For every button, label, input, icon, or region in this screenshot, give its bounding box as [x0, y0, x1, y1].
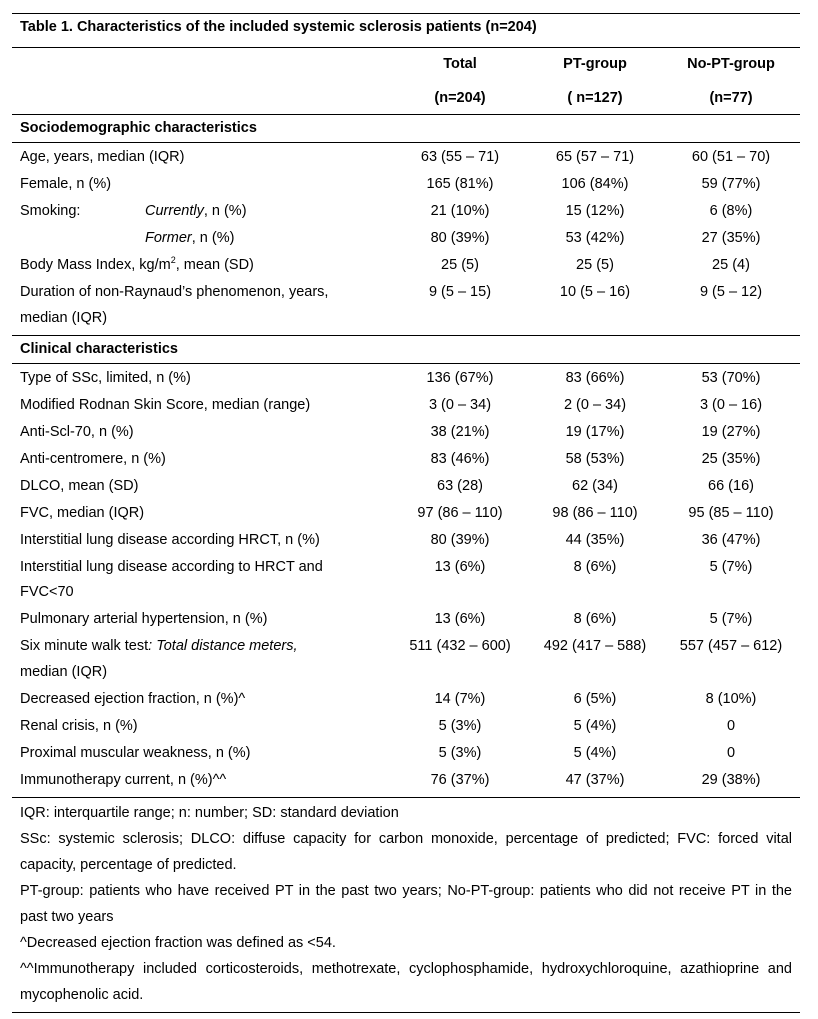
- table-row: [12, 741, 800, 767]
- table-row: [12, 393, 800, 419]
- cell-no-pt: 6 (8%): [709, 203, 753, 219]
- cell-no-pt: 19 (27%): [701, 423, 761, 440]
- cell-no-pt: 5 (7%): [709, 611, 753, 627]
- col-n-total: (n=204): [434, 90, 486, 106]
- row-sublabel: Former: [145, 230, 192, 246]
- col-n-pt: ( n=127): [567, 90, 623, 106]
- row-label: Pulmonary arterial hypertension, n (%): [20, 611, 268, 627]
- cell-pt: 47 (37%): [565, 771, 625, 788]
- cell-no-pt: 0: [726, 717, 736, 734]
- rule: [12, 1012, 800, 1013]
- cell-pt: 44 (35%): [565, 531, 625, 548]
- table-row: [12, 420, 800, 446]
- cell-pt: 5 (4%): [573, 744, 617, 761]
- row-label: Renal crisis, n (%): [20, 717, 138, 734]
- table-row: [12, 172, 800, 198]
- footnotes: [12, 798, 800, 1012]
- row-label: Type of SSc, limited, n (%): [20, 369, 191, 386]
- cell-total: 136 (67%): [426, 369, 494, 386]
- cell-total: 13 (6%): [434, 558, 486, 575]
- cell-pt: 492 (417 – 588): [543, 638, 647, 654]
- cell-no-pt: 59 (77%): [701, 176, 761, 192]
- table-row: [12, 528, 800, 554]
- cell-pt: 15 (12%): [565, 203, 625, 219]
- row-label-italic: : Total distance meters,: [148, 638, 298, 654]
- col-header-pt: PT-group: [563, 56, 627, 72]
- cell-pt: 25 (5): [576, 257, 614, 273]
- row-label-line2: median (IQR): [20, 309, 108, 326]
- table-row: [12, 145, 800, 171]
- cell-pt: 5 (4%): [573, 717, 617, 734]
- row-label: FVC, median (IQR): [20, 504, 145, 521]
- cell-no-pt: 9 (5 – 12): [699, 284, 763, 300]
- superscript: 2: [170, 255, 176, 266]
- row-label: Decreased ejection fraction, n (%)^: [20, 690, 246, 707]
- row-label: Female, n (%): [20, 176, 112, 192]
- cell-pt: 2 (0 – 34): [563, 396, 627, 413]
- row-label: Age, years, median (IQR): [20, 149, 185, 165]
- cell-total: 38 (21%): [430, 423, 490, 440]
- cell-total: 511 (432 – 600): [409, 638, 511, 654]
- cell-no-pt: 8 (10%): [705, 690, 757, 707]
- table-row: [12, 447, 800, 473]
- cell-no-pt: 25 (4): [712, 257, 750, 273]
- row-sublabel-rest: , n (%): [191, 230, 235, 246]
- cell-pt: 19 (17%): [565, 423, 625, 440]
- row-label: Proximal muscular weakness, n (%): [20, 744, 251, 761]
- cell-total: 83 (46%): [430, 450, 490, 467]
- footnote: ^^Immunotherapy included corticosteroids, methotrexate, cyclophosphamide, hydroxychloroquine, azathioprine and mycophenolic acid.: [20, 960, 792, 1003]
- row-label: Immunotherapy current, n (%)^^: [20, 771, 227, 788]
- cell-pt: 106 (84%): [561, 176, 629, 192]
- table-row: [12, 474, 800, 500]
- row-label: DLCO, mean (SD): [20, 477, 139, 494]
- row-label: Interstitial lung disease according HRCT, n (%): [20, 531, 320, 548]
- cell-no-pt: 5 (7%): [709, 558, 753, 575]
- cell-no-pt: 0: [726, 744, 736, 761]
- section-title: Clinical characteristics: [20, 340, 178, 357]
- row-label: Smoking:: [20, 203, 81, 219]
- cell-pt: 6 (5%): [573, 690, 617, 707]
- cell-pt: 53 (42%): [565, 230, 625, 246]
- cell-pt: 65 (57 – 71): [555, 149, 635, 165]
- row-label: Anti-centromere, n (%): [20, 450, 166, 467]
- row-label-line2: median (IQR): [20, 663, 108, 680]
- row-sublabel-rest: , n (%): [203, 203, 247, 219]
- cell-total: 9 (5 – 15): [428, 284, 492, 300]
- table-row: [12, 226, 800, 252]
- row-label-line2: FVC<70: [20, 584, 74, 600]
- cell-no-pt: 25 (35%): [701, 450, 761, 467]
- col-header-no-pt: No-PT-group: [687, 56, 775, 72]
- table-row: [12, 687, 800, 713]
- cell-no-pt: 27 (35%): [701, 230, 761, 246]
- cell-total: 25 (5): [441, 257, 479, 273]
- cell-pt: 58 (53%): [565, 450, 625, 467]
- row-label: Anti-Scl-70, n (%): [20, 423, 134, 440]
- table-row: [12, 253, 800, 279]
- cell-total: 5 (3%): [438, 717, 482, 734]
- row-label: Duration of non-Raynaud’s phenomenon, years,: [20, 284, 329, 300]
- cell-no-pt: 29 (38%): [701, 771, 761, 788]
- footnote: PT-group: patients who have received PT in the past two years; No-PT-group: patients who did not receive PT in the past two years: [20, 882, 792, 925]
- cell-total: 80 (39%): [430, 531, 490, 548]
- table-row: [12, 555, 800, 606]
- table-row: [12, 714, 800, 740]
- cell-no-pt: 66 (16): [708, 477, 754, 494]
- cell-total: 63 (28): [437, 477, 483, 494]
- table-row: [12, 634, 800, 685]
- table-row: [12, 199, 800, 225]
- cell-no-pt: 95 (85 – 110): [688, 504, 774, 521]
- row-sublabel: Currently: [145, 203, 204, 219]
- cell-total: 3 (0 – 34): [428, 396, 492, 413]
- footnote: ^Decreased ejection fraction was defined as <54.: [20, 934, 336, 951]
- cell-total: 97 (86 – 110): [417, 504, 503, 521]
- col-n-no-pt: (n=77): [709, 90, 753, 106]
- cell-pt: 98 (86 – 110): [552, 504, 638, 521]
- footnote: SSc: systemic sclerosis; DLCO: diffuse capacity for carbon monoxide, percentage of predicted; FVC: forced vital capacity, percentage of predicted.: [20, 830, 792, 873]
- cell-no-pt: 53 (70%): [701, 369, 761, 386]
- table-row: [12, 768, 800, 794]
- table-row: [12, 280, 800, 331]
- table-title: Table 1. Characteristics of the included systemic sclerosis patients (n=204): [20, 19, 537, 35]
- section-title: Sociodemographic characteristics: [20, 120, 257, 136]
- cell-total: 13 (6%): [434, 611, 486, 627]
- footnote: IQR: interquartile range; n: number; SD: standard deviation: [20, 804, 399, 821]
- cell-pt: 8 (6%): [573, 611, 617, 627]
- cell-pt: 62 (34): [572, 477, 618, 494]
- cell-pt: 10 (5 – 16): [559, 284, 631, 300]
- characteristics-table: [12, 13, 800, 1013]
- row-label: Modified Rodnan Skin Score, median (range): [20, 396, 311, 413]
- cell-no-pt: 36 (47%): [701, 531, 761, 548]
- table-row: [12, 366, 800, 392]
- cell-total: 14 (7%): [434, 690, 486, 707]
- cell-total: 21 (10%): [430, 203, 490, 219]
- row-label-rest: , mean (SD): [175, 257, 254, 273]
- col-header-total: Total: [443, 56, 477, 72]
- cell-no-pt: 557 (457 – 612): [679, 638, 783, 654]
- cell-total: 5 (3%): [438, 744, 482, 761]
- cell-pt: 8 (6%): [573, 558, 617, 575]
- table-row: [12, 607, 800, 633]
- cell-total: 80 (39%): [430, 230, 490, 246]
- column-headers: [12, 48, 800, 114]
- cell-total: 63 (55 – 71): [420, 149, 500, 165]
- row-label: Six minute walk test: [20, 638, 149, 654]
- cell-no-pt: 60 (51 – 70): [691, 149, 771, 165]
- row-label: Interstitial lung disease according to HRCT and: [20, 558, 323, 575]
- cell-total: 76 (37%): [430, 771, 490, 788]
- cell-pt: 83 (66%): [565, 369, 625, 386]
- row-label: Body Mass Index, kg/m: [20, 257, 171, 273]
- cell-no-pt: 3 (0 – 16): [699, 396, 763, 413]
- cell-total: 165 (81%): [426, 176, 494, 192]
- table-row: [12, 501, 800, 527]
